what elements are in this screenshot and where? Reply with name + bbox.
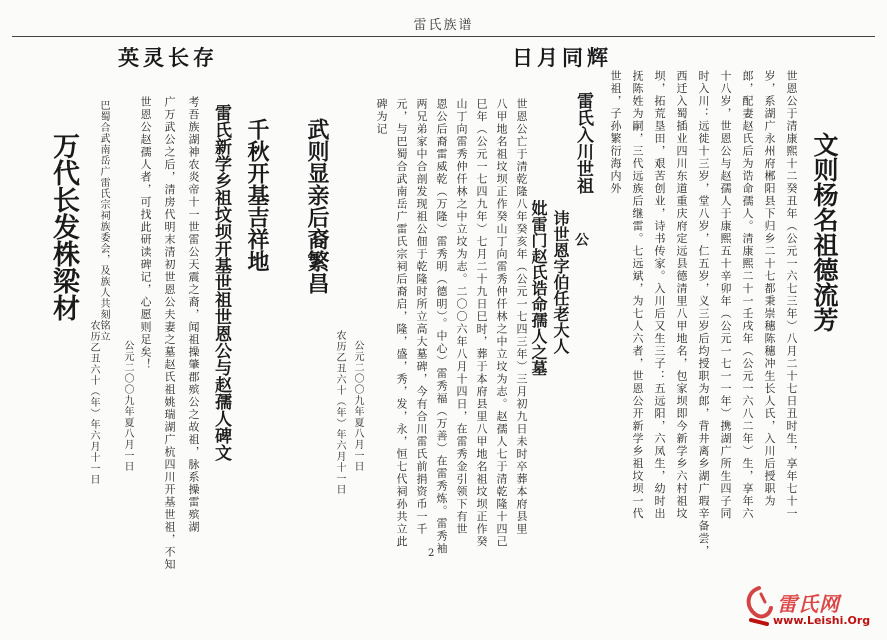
right-section-title: 日月同辉 [512,45,612,70]
mid-text-col-7: 元，与巴蜀合武南岳广雷氏宗祠后裔启，隆，盛，秀，发，永，恒七代祠孙共立此 [395,98,408,548]
watermark-url[interactable]: www.Leishi.Org [773,614,871,627]
stele-name-honorific: 公 [573,232,589,246]
mid-text-col-2: 八甲地名祖坟坝正作癸山丁向雷秀仲仟林之中立坟为志。赵孺人七于清乾隆十四己 [495,98,508,548]
right-text-col-8: 抚陈姓为嗣，三代远族后继雷。七远斌，为七人六者，世恩公开新学乡祖坟坝一代 [631,70,644,520]
mid-text-col-6: 两兄弟家中合剖发现祖公佃于乾隆时所立高大墓碑，今有合川雷氏前捐资币一千 [415,98,428,536]
left-section-title: 英灵长存 [118,45,218,70]
right-big-title: 文则杨名祖德流芳 [810,132,839,332]
stele-wife: 妣雷门赵氏诰命孺人之墓 [529,200,548,376]
right-text-col-5: 时入川：远徙十三岁，堂八岁，仁五岁，义三岁后均授职为郎，背井离乡湖广瑕辛备尝， [697,70,710,558]
stele-heading: 雷氏入川世祖 [573,92,593,194]
right-text-col-3: 郎，配妻赵氏后为诰命孺人。清康熙二十一壬戌年（公元一六八二年）生，享年六 [741,70,754,520]
left-stele-title: 雷氏新学乡祖坟坝开基世祖世恩公与赵孺人碑文 [211,104,231,461]
header-divider [12,36,875,37]
couplet-left-top: 千秋开基吉祥地 [244,118,270,272]
right-text-col-9: 世祖，子孙繁衍海内外 [609,70,622,195]
page-number: 2 [428,548,435,559]
right-text-col-4: 十八岁，世恩公与赵孺人于康熙五十辛卯年（公元一七一一年）携湖广所生四子同 [719,70,732,520]
left-signature-line: 巴蜀合武南岳广雷氏宗祠族委会，及族人共刻铭立 [98,100,109,342]
left-text-col-3: 世恩公赵孺人者，可找此研读碑记，心愿则足矣！ [139,96,152,371]
left-text-col-1: 考吾族湖神农炎帝十一世雷公天震之裔，闻祖操肇郡殡公之故祖，脉系操雷殡湖 [187,96,200,534]
left-date-c: 公元二〇〇九年夏八月一日 [352,340,363,472]
site-watermark[interactable] [739,582,879,632]
couplet-far-left: 万代长发株梁材 [48,132,79,321]
mid-text-col-3: 巳年（公元一七四九年）七月二十九日巳时，葬于本府县里八甲地名祖坟坝正作癸 [475,98,488,548]
right-text-col-1: 世恩公于清康熙十二癸丑年（公元一六七三年）八月二十七日丑时生，享年七十一 [785,70,798,520]
left-text-col-2: 广万武公之后，清房代明末清初世恩公夫妻之墓赵氏祖姚瑞湖广杭四川开基世祖，不知 [163,96,176,571]
left-date-b: 农历乙丑六十（年）年六月十一日 [88,320,99,485]
page-header-title: 雷氏族谱 [413,18,474,33]
mid-text-col-8: 碑为记 [375,98,388,136]
right-text-col-7: 坝，拓荒垦田，艰苦创业，诗书传家。入川后又生三子：五远阳，六凤生，幼时出 [653,70,666,520]
left-date-a: 公元二〇〇九年夏八月一日 [122,340,133,472]
right-text-col-6: 西迁入蜀插业四川东道重庆府定远县德清里八甲地名，包家坝即今新学乡六村祖坟 [675,70,688,520]
couplet-right: 武则显亲后裔繁昌 [304,118,330,294]
mid-text-col-1: 世恩公亡于清乾隆八年癸亥年（公元一七四三年）三月初九日未时卒葬本府县里 [515,98,528,536]
watermark-logo-icon [741,584,777,628]
mid-text-col-5: 恩公后裔雷威乾（万隆）雷秀明（德明）。中心）雷秀福（万善）在雷秀炼。雷秀袖 [435,98,448,555]
mid-text-col-4: 山丁向雷秀仲仟林之中立坟为志。二〇〇六年八月十四日，在雷秀金引领下有世 [455,98,468,536]
stele-name: 讳世恩字伯任老大人 [551,210,570,354]
left-date-d: 农历乙丑六十（年）年六月十一日 [334,330,345,495]
right-text-col-2: 岁，系湖广永州府郴阳县下归乡二十七都秉崇穗陈穗冲生长人氏，入川后授职为 [763,70,776,508]
watermark-logo-text: 雷氏网 [777,592,840,616]
